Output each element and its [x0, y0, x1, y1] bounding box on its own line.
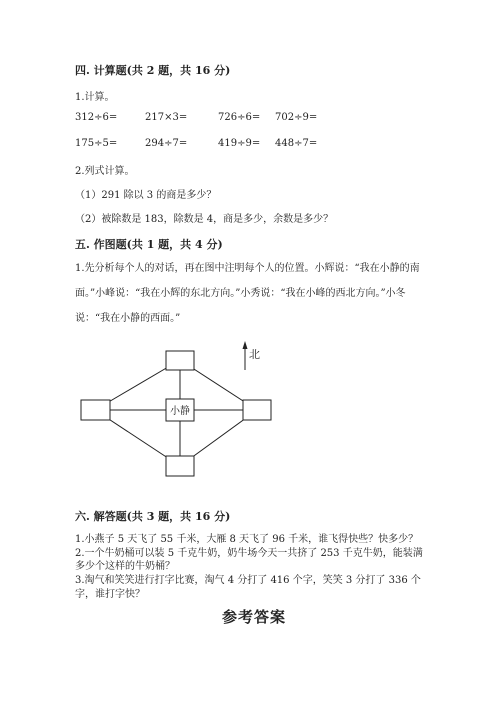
position-box-south: [166, 456, 194, 476]
calc-item: 702÷9=: [275, 112, 318, 123]
word-problem-3: 3.淘气和笑笑进行打字比赛，淘气 4 分打了 416 个字，笑笑 3 分打了 336 个: [75, 575, 421, 586]
position-box-west: [81, 400, 110, 420]
section4-heading: 四. 计算题(共 2 题，共 16 分): [75, 64, 231, 77]
answers-title: 参考答案: [222, 608, 287, 626]
center-label: 小静: [170, 406, 190, 417]
calc-item: 448÷7=: [275, 138, 318, 149]
calc-item: 419÷9=: [218, 138, 261, 149]
q2-item-2: （2）被除数是 183，除数是 4，商是多少，余数是多少？: [75, 214, 334, 225]
position-box-east: [243, 400, 271, 420]
calc-item: 312÷6=: [75, 112, 118, 123]
calc-item: 294÷7=: [145, 138, 188, 149]
q1-label: 1.计算。: [75, 92, 115, 103]
word-problem-1: 1.小燕子 5 天飞了 55 千米，大雁 8 天飞了 96 千米，谁飞得快些？快多少？: [75, 534, 419, 545]
north-arrow-head: [243, 341, 248, 349]
north-label: 北: [249, 348, 260, 361]
calc-item: 217×3=: [145, 112, 188, 123]
q2-label: 2.列式计算。: [75, 166, 135, 177]
word-problem-3-cont: 字，谁打字快？: [75, 589, 145, 600]
calc-item: 175÷5=: [75, 138, 118, 149]
position-box-north: [166, 351, 194, 370]
drawing-question-text: 1.先分析每个人的对话，再在图中注明每个人的位置。小辉说：“我在小静的南面。”小峰说：“我在小辉的东北方向。”小秀说：“我在小峰的西北方向。”小冬说：“我在小静的西面。”: [75, 263, 420, 324]
calc-item: 726÷6=: [218, 112, 261, 123]
section5-heading: 五. 作图题(共 1 题，共 4 分): [75, 238, 223, 251]
word-problem-2-cont: 多少个这样的牛奶桶？: [75, 561, 175, 572]
word-problem-2: 2.一个牛奶桶可以装 5 千克牛奶，奶牛场今天一共挤了 253 千克牛奶，能装满: [75, 548, 423, 559]
section6-heading: 六. 解答题(共 3 题，共 16 分): [75, 510, 231, 523]
q2-item-1: （1）291 除以 3 的商是多少？: [75, 190, 217, 201]
